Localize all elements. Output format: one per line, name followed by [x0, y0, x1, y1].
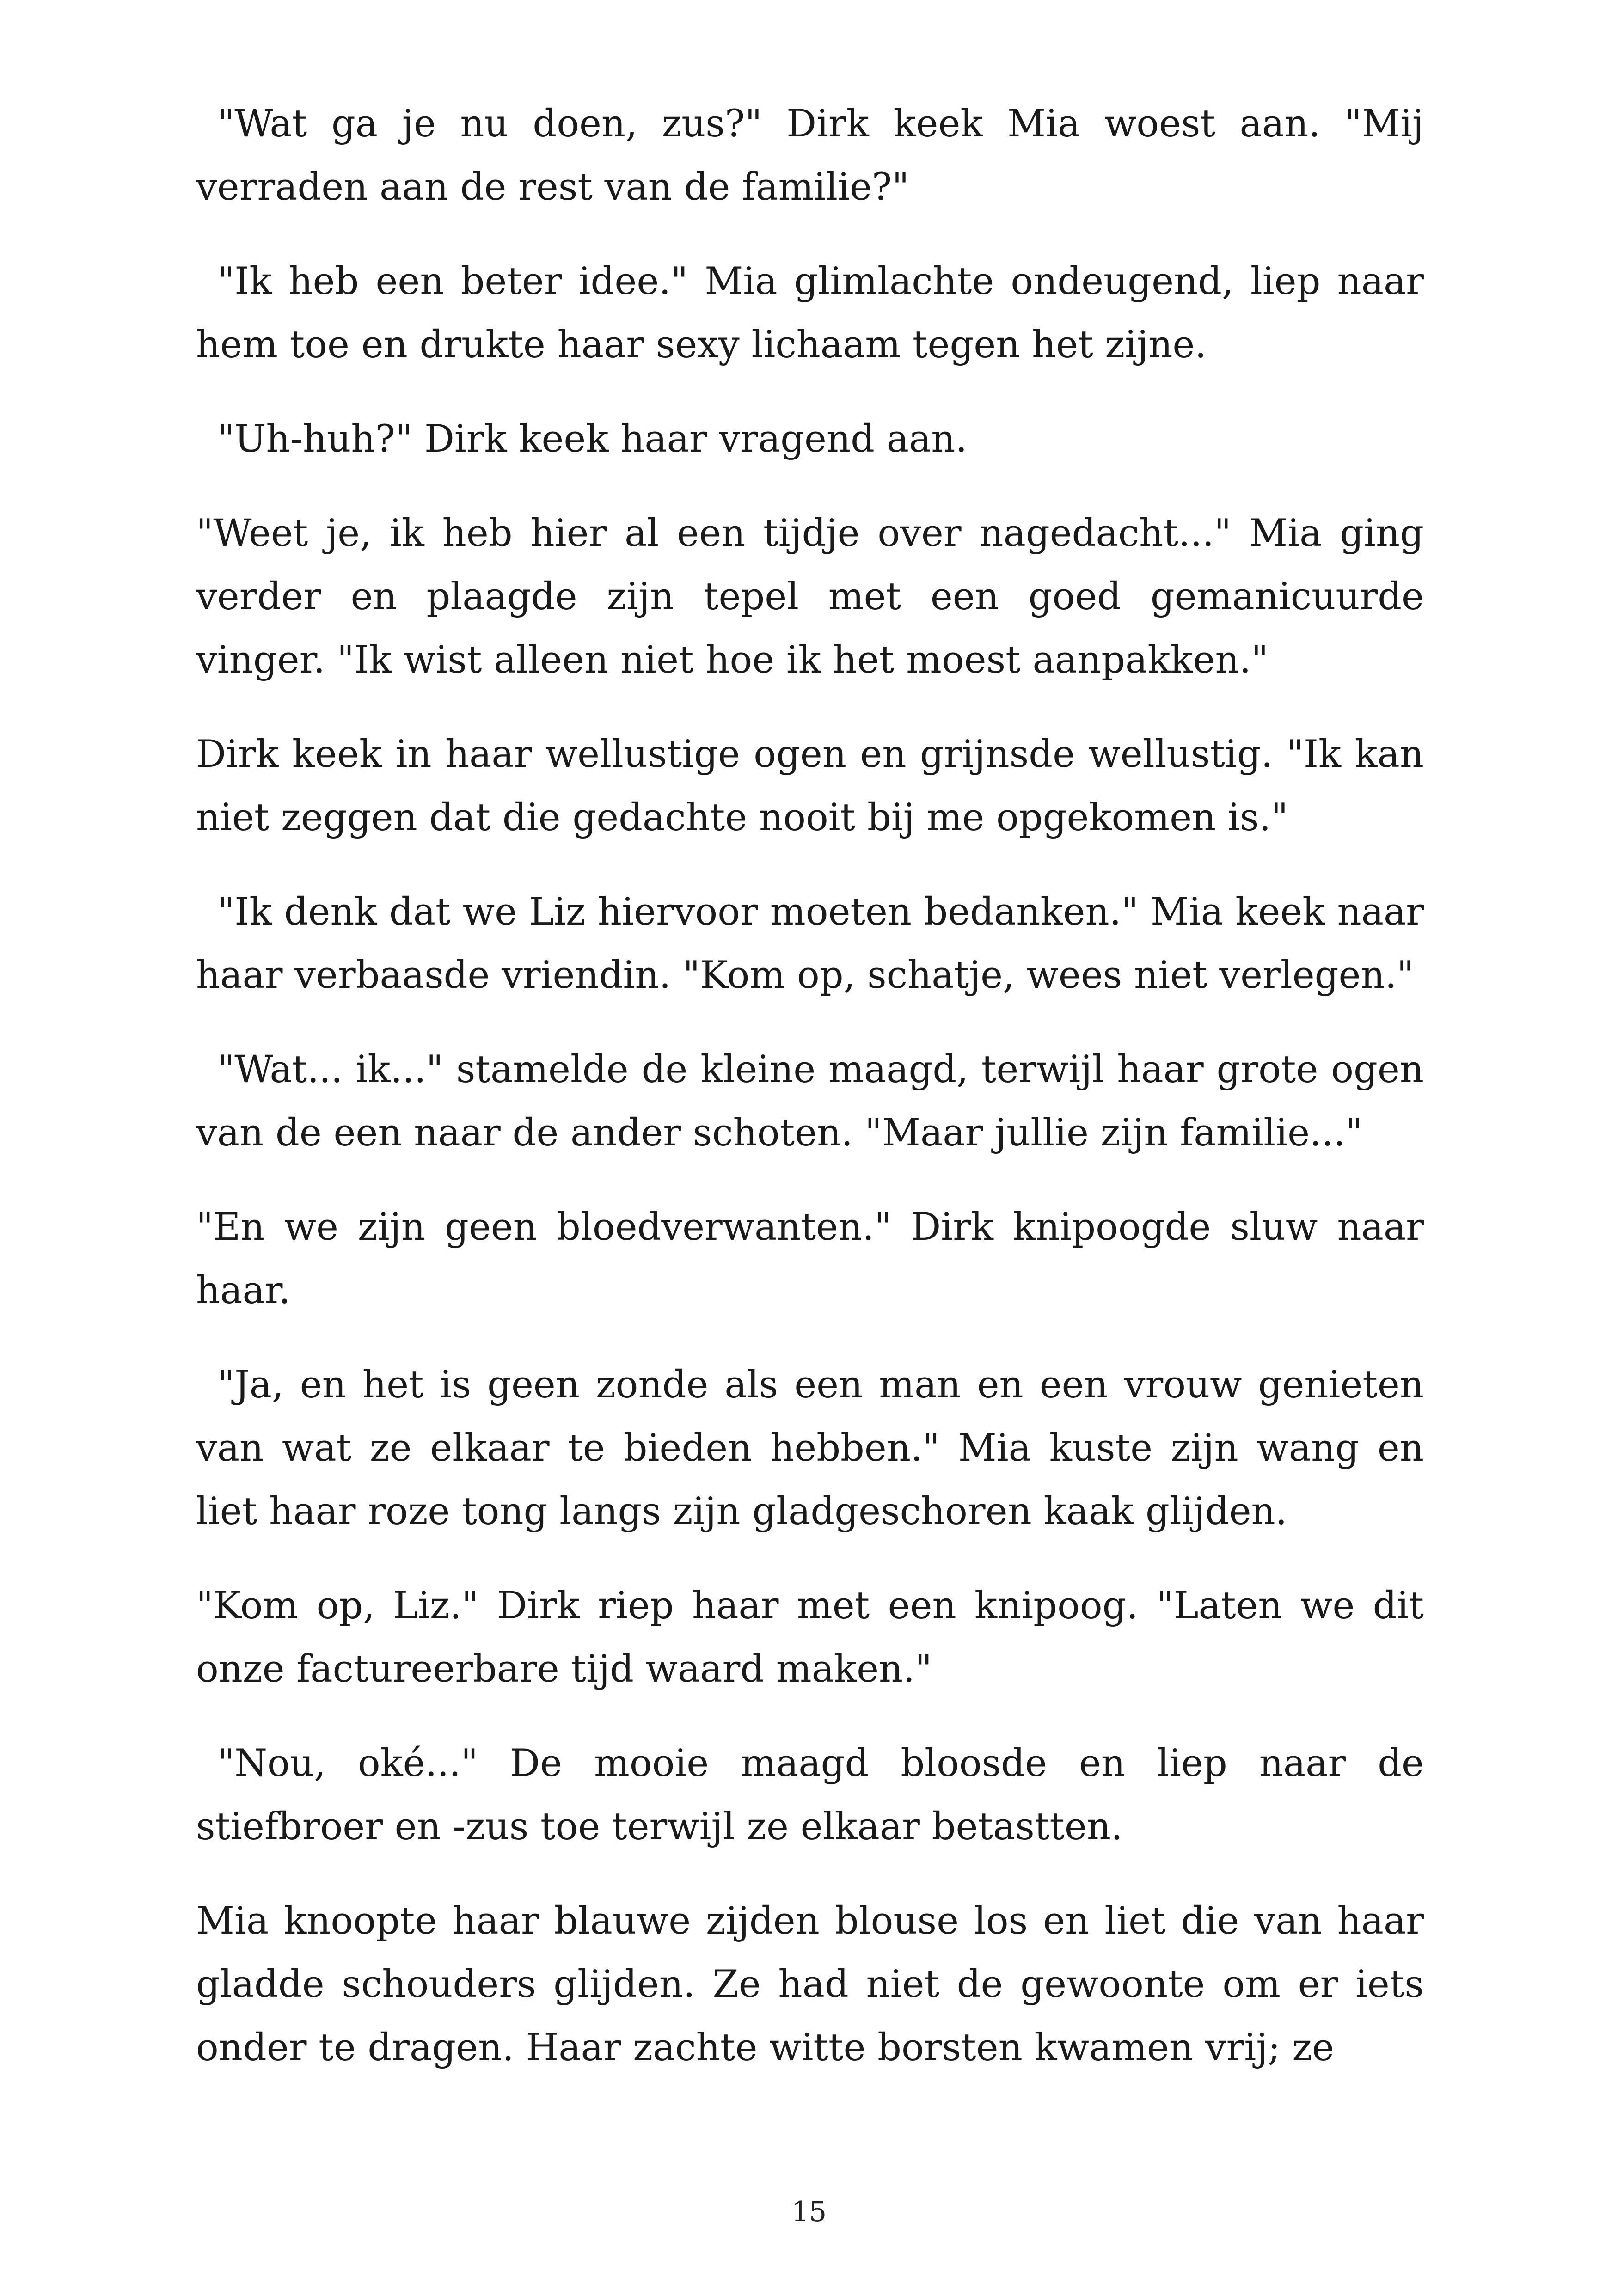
- paragraph: "Wat... ik..." stamelde de kleine maagd, terwijl haar grote ogen van de een naar de ander schoten. "Maar jullie zijn familie...": [196, 1048, 1424, 1155]
- paragraph: "Nou, oké..." De mooie maagd bloosde en liep naar de stiefbroer en -zus toe terwijl ze elkaar betastten.: [196, 1742, 1424, 1849]
- paragraph: "Ik heb een beter idee." Mia glimlachte ondeugend, liep naar hem toe en drukte haar sexy lichaam tegen het zijne.: [196, 260, 1424, 367]
- body-text: [196, 92, 1424, 2080]
- paragraph: "Ja, en het is geen zonde als een man en een vrouw genieten van wat ze elkaar te bieden hebben." Mia kuste zijn wang en liet haar roze tong langs zijn gladgeschoren kaak glijden.: [196, 1363, 1424, 1533]
- paragraph: "Weet je, ik heb hier al een tijdje over nagedacht..." Mia ging verder en plaagde zijn tepel met een goed gemanicuurde vinger. "Ik wist alleen niet hoe ik het moest aanpakken.": [196, 512, 1424, 682]
- paragraph: "En we zijn geen bloedverwanten." Dirk knipoogde sluw naar haar.: [196, 1206, 1424, 1312]
- paragraph: Mia knoopte haar blauwe zijden blouse los en liet die van haar gladde schouders glijden. Ze had niet de gewoonte om er iets onder te dragen. Haar zachte witte borsten kwamen vrij; ze: [196, 1899, 1424, 2069]
- paragraph: "Uh-huh?" Dirk keek haar vragend aan.: [217, 417, 968, 461]
- paragraph: "Kom op, Liz." Dirk riep haar met een knipoog. "Laten we dit onze factureerbare tijd waard maken.": [196, 1584, 1424, 1691]
- paragraph: Dirk keek in haar wellustige ogen en grijnsde wellustig. "Ik kan niet zeggen dat die gedachte nooit bij me opgekomen is.": [196, 733, 1424, 839]
- page-number: 15: [791, 2196, 827, 2228]
- paragraph: "Wat ga je nu doen, zus?" Dirk keek Mia woest aan. "Mij verraden aan de rest van de familie?": [196, 102, 1424, 209]
- paragraph: "Ik denk dat we Liz hiervoor moeten bedanken." Mia keek naar haar verbaasde vriendin. "Kom op, schatje, wees niet verlegen.": [196, 890, 1424, 997]
